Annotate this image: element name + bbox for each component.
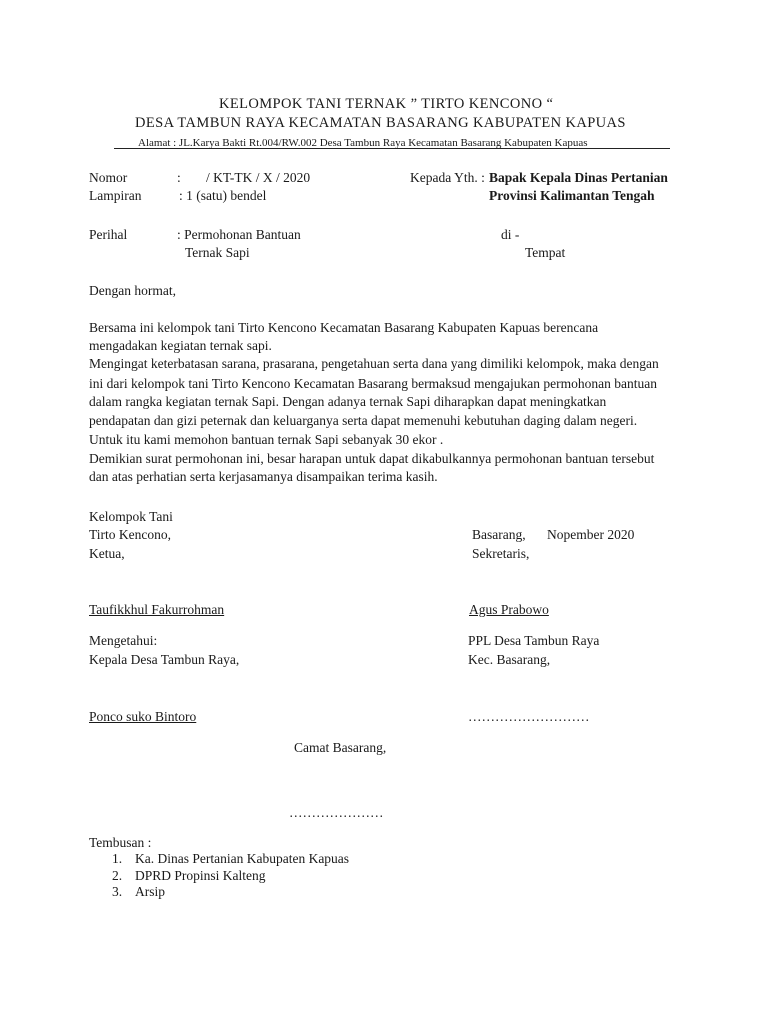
kades-title: Kepala Desa Tambun Raya, bbox=[89, 652, 240, 667]
body-line: pendapatan dan gizi peternak dan keluarganya serta dapat memenuhi kebutuhan daging dalam negeri. bbox=[89, 413, 638, 428]
list-item-number: 2. bbox=[112, 867, 123, 883]
letterhead-address: Alamat : JL.Karya Bakti Rt.004/RW.002 Desa Tambun Raya Kecamatan Basarang Kabupaten Kapuas bbox=[138, 137, 588, 149]
sender-group-name: Tirto Kencono, bbox=[89, 527, 172, 542]
sender-group: Kelompok Tani bbox=[89, 509, 173, 524]
body-line: Bersama ini kelompok tani Tirto Kencono Kecamatan Basarang Kabupaten Kapuas berencana bbox=[89, 320, 599, 335]
nomor-label: Nomor bbox=[89, 170, 128, 185]
letterhead-org-name: KELOMPOK TANI TERNAK ” TIRTO KENCONO “ bbox=[219, 96, 554, 112]
body-line: dalam rangka kegiatan ternak Sapi. Dengan adanya ternak Sapi diharapkan dapat meningkatkan bbox=[89, 394, 607, 409]
list-item-number: 1. bbox=[112, 851, 123, 866]
recipient-line1: Bapak Kepala Dinas Pertanian bbox=[489, 170, 668, 185]
list-item-text: Ka. Dinas Pertanian Kabupaten Kapuas bbox=[135, 851, 350, 866]
salutation: Dengan hormat, bbox=[89, 283, 176, 298]
kades-name: Ponco suko Bintoro bbox=[89, 709, 197, 724]
letterhead-location: DESA TAMBUN RAYA KECAMATAN BASARANG KABUPATEN KAPUAS bbox=[135, 115, 626, 131]
lampiran-value: : 1 (satu) bendel bbox=[179, 188, 267, 203]
place-city: Basarang, bbox=[472, 527, 526, 542]
kepada-label: Kepada Yth. : bbox=[410, 170, 485, 185]
list-item-text: DPRD Propinsi Kalteng bbox=[135, 867, 266, 883]
nomor-value: / KT-TK / X / 2020 bbox=[206, 170, 311, 185]
sender-role-sekretaris: Sekretaris, bbox=[472, 546, 530, 561]
ppl-title: PPL Desa Tambun Raya bbox=[468, 633, 600, 648]
camat-title: Camat Basarang, bbox=[294, 740, 387, 755]
perihal-label: Perihal bbox=[89, 227, 128, 242]
ketua-name: Taufikkhul Fakurrohman bbox=[89, 602, 225, 617]
body-line: Untuk itu kami memohon bantuan ternak Sapi sebanyak 30 ekor . bbox=[89, 432, 444, 447]
perihal-value-line2: Ternak Sapi bbox=[185, 245, 250, 260]
lampiran-label: Lampiran bbox=[89, 188, 142, 203]
body-line: ini dari kelompok tani Tirto Kencono Kecamatan Basarang bermaksud mengajukan permohonan bantuan bbox=[89, 376, 657, 391]
sekretaris-name: Agus Prabowo bbox=[469, 602, 549, 617]
list-item bbox=[89, 884, 349, 901]
ppl-kecamatan: Kec. Basarang, bbox=[468, 652, 551, 667]
list-item-number: 3. bbox=[112, 884, 123, 899]
sender-role-ketua: Ketua, bbox=[89, 546, 125, 561]
tembusan-list bbox=[89, 851, 349, 901]
tembusan-label: Tembusan : bbox=[89, 835, 152, 850]
recipient-tempat: Tempat bbox=[525, 245, 566, 260]
letterhead-divider bbox=[114, 148, 670, 149]
ppl-name-placeholder: ……………………… bbox=[468, 709, 590, 724]
place-date: Nopember 2020 bbox=[547, 527, 635, 542]
body-line: dan atas perhatian serta kerjasamanya disampaikan terima kasih. bbox=[89, 469, 438, 484]
recipient-line2: Provinsi Kalimantan Tengah bbox=[489, 188, 655, 203]
recipient-di: di - bbox=[501, 227, 520, 242]
body-line: Demikian surat permohonan ini, besar harapan untuk dapat dikabulkannya permohonan bantuan tersebut bbox=[89, 451, 655, 466]
list-item-text: Arsip bbox=[135, 884, 165, 899]
mengetahui-label: Mengetahui: bbox=[89, 633, 158, 648]
list-item bbox=[89, 868, 349, 885]
list-item bbox=[89, 851, 349, 868]
perihal-value-line1: : Permohonan Bantuan bbox=[177, 227, 301, 242]
nomor-colon: : bbox=[177, 170, 181, 185]
camat-name-placeholder: ………………… bbox=[289, 805, 384, 820]
body-line: mengadakan kegiatan ternak sapi. bbox=[89, 338, 272, 353]
body-line: Mengingat keterbatasan sarana, prasarana, pengetahuan serta dana yang dimiliki kelompok, maka dengan bbox=[89, 356, 659, 371]
